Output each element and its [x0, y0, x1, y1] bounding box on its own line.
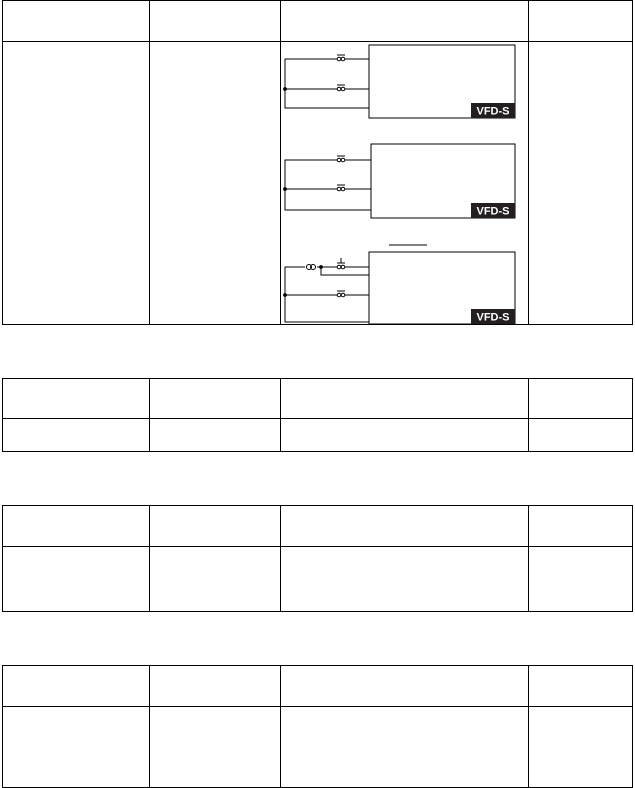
table-cell [150, 42, 281, 325]
table-cell [528, 419, 632, 452]
parameter-table-4 [2, 665, 633, 788]
header-cell [281, 666, 528, 707]
header-cell [150, 379, 281, 419]
table-cell [3, 547, 150, 612]
parameter-table-3 [2, 505, 633, 612]
table-cell [528, 707, 632, 788]
header-cell [150, 506, 281, 547]
wiring-diagrams [281, 42, 528, 324]
header-cell [281, 379, 528, 419]
table-row [3, 42, 633, 325]
table-cell [3, 419, 150, 452]
table-row [3, 547, 633, 612]
table-header-row [3, 666, 633, 707]
header-cell [3, 379, 150, 419]
table-cell [3, 707, 150, 788]
header-cell [150, 666, 281, 707]
table-header-row [3, 1, 633, 42]
header-cell [150, 1, 281, 42]
header-cell [528, 506, 632, 547]
table-cell [150, 707, 281, 788]
header-cell [281, 1, 528, 42]
table-cell [3, 42, 150, 325]
table-cell [281, 707, 528, 788]
table-cell [528, 547, 632, 612]
header-cell [528, 1, 632, 42]
header-cell [528, 379, 632, 419]
header-cell [3, 506, 150, 547]
parameter-table-1 [2, 0, 633, 325]
table-header-row [3, 506, 633, 547]
table-cell [281, 547, 528, 612]
svg-text:VFD-S: VFD-S [476, 311, 510, 324]
header-cell [281, 506, 528, 547]
header-cell [3, 666, 150, 707]
diagram-cell [281, 42, 528, 325]
header-cell [3, 1, 150, 42]
table-row [3, 419, 633, 452]
parameter-table-2 [2, 378, 633, 452]
table-row [3, 707, 633, 788]
table-cell [150, 419, 281, 452]
svg-text:VFD-S: VFD-S [476, 205, 510, 218]
header-cell [528, 666, 632, 707]
table-cell [528, 42, 632, 325]
vfd-label-1 [471, 103, 515, 118]
svg-text:VFD-S: VFD-S [476, 105, 510, 118]
table-header-row [3, 379, 633, 419]
table-cell [281, 419, 528, 452]
table-cell [150, 547, 281, 612]
vfd-label-3 [471, 309, 515, 324]
vfd-label-2 [471, 203, 515, 218]
